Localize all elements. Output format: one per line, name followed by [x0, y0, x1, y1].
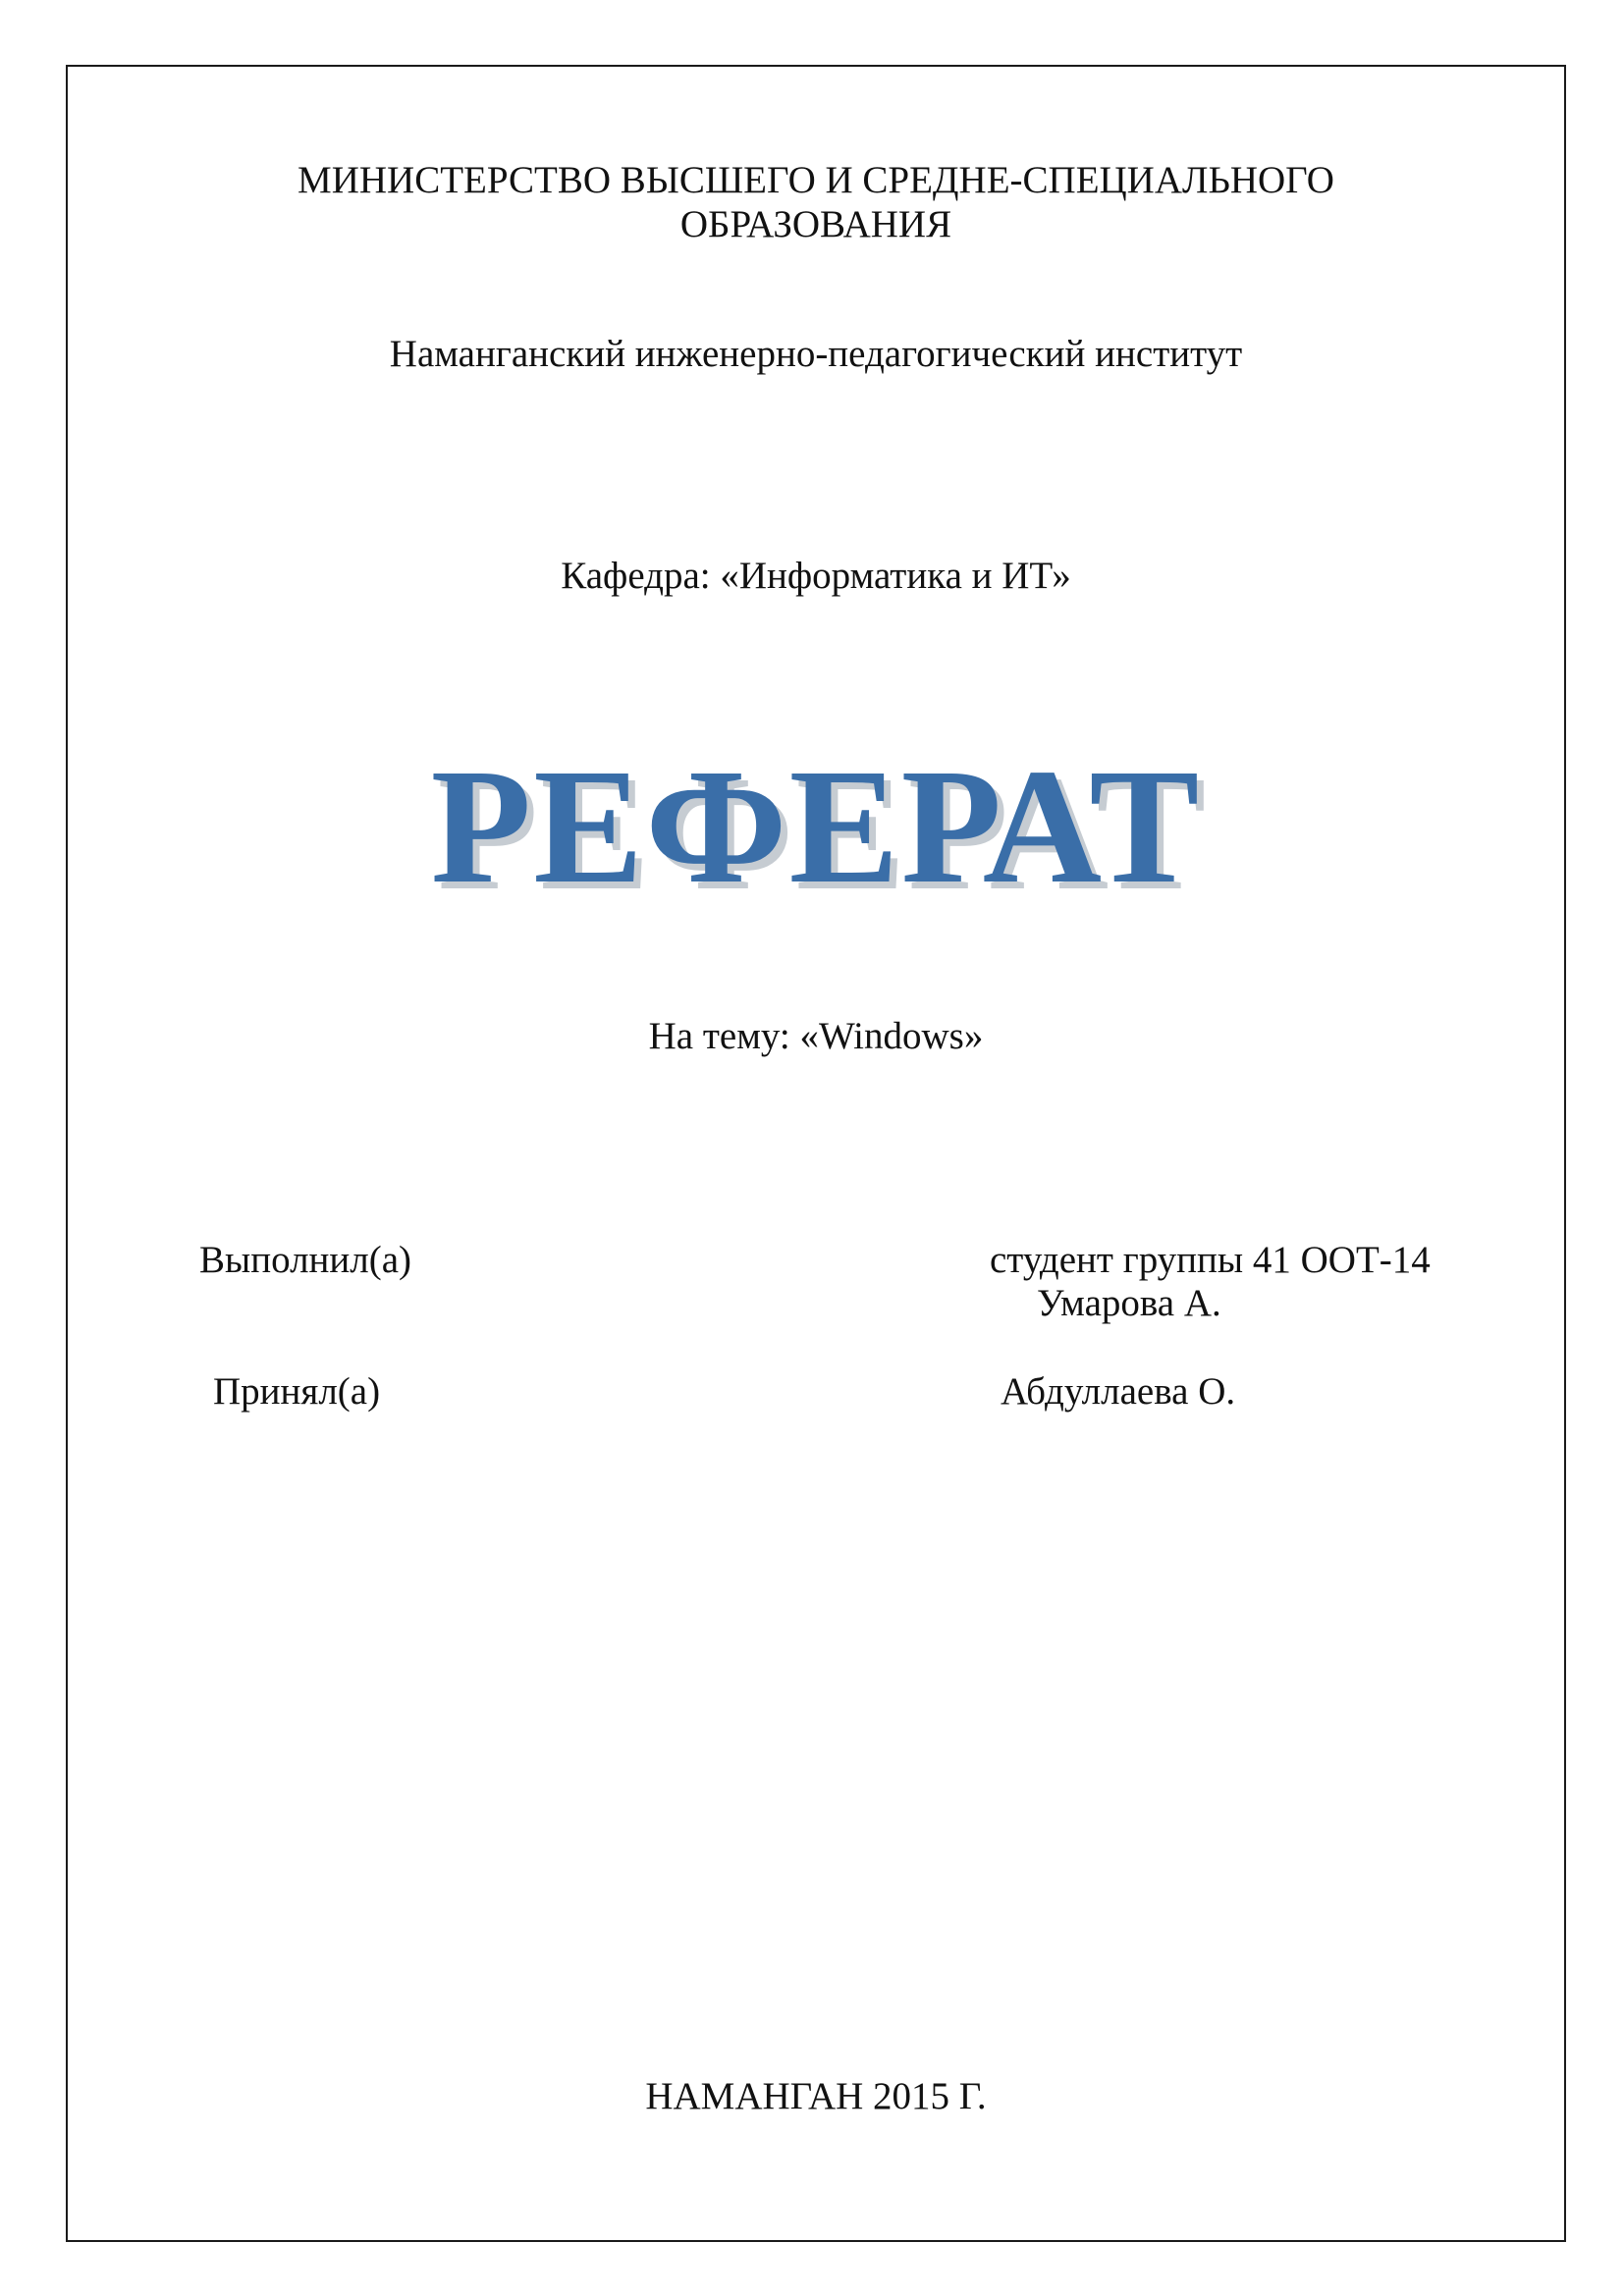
- ministry-heading: [66, 158, 1566, 246]
- department-name: Кафедра: «Информатика и ИТ»: [561, 555, 1071, 597]
- topic-line: На тему: «Windows»: [648, 1015, 984, 1057]
- performed-by-label: Выполнил(а): [199, 1239, 412, 1281]
- ministry-line-1: МИНИСТЕРСТВО ВЫСШЕГО И СРЕДНЕ-СПЕЦИАЛЬНОГО: [298, 159, 1334, 201]
- accepted-by-label: Принял(а): [213, 1370, 381, 1413]
- institute-name: Наманганский инженерно-педагогический институт: [389, 333, 1243, 375]
- performed-by-group: студент группы 41 ООТ-14: [990, 1239, 1431, 1281]
- performed-by-name: Умарова А.: [1037, 1282, 1221, 1324]
- city-year-footer: НАМАНГАН 2015 Г.: [645, 2075, 987, 2117]
- page-border: [66, 65, 1566, 2242]
- accepted-by-name: Абдуллаева О.: [1001, 1370, 1236, 1413]
- document-title: РЕФЕРАТ: [430, 735, 1202, 918]
- ministry-line-2: ОБРАЗОВАНИЯ: [679, 203, 952, 245]
